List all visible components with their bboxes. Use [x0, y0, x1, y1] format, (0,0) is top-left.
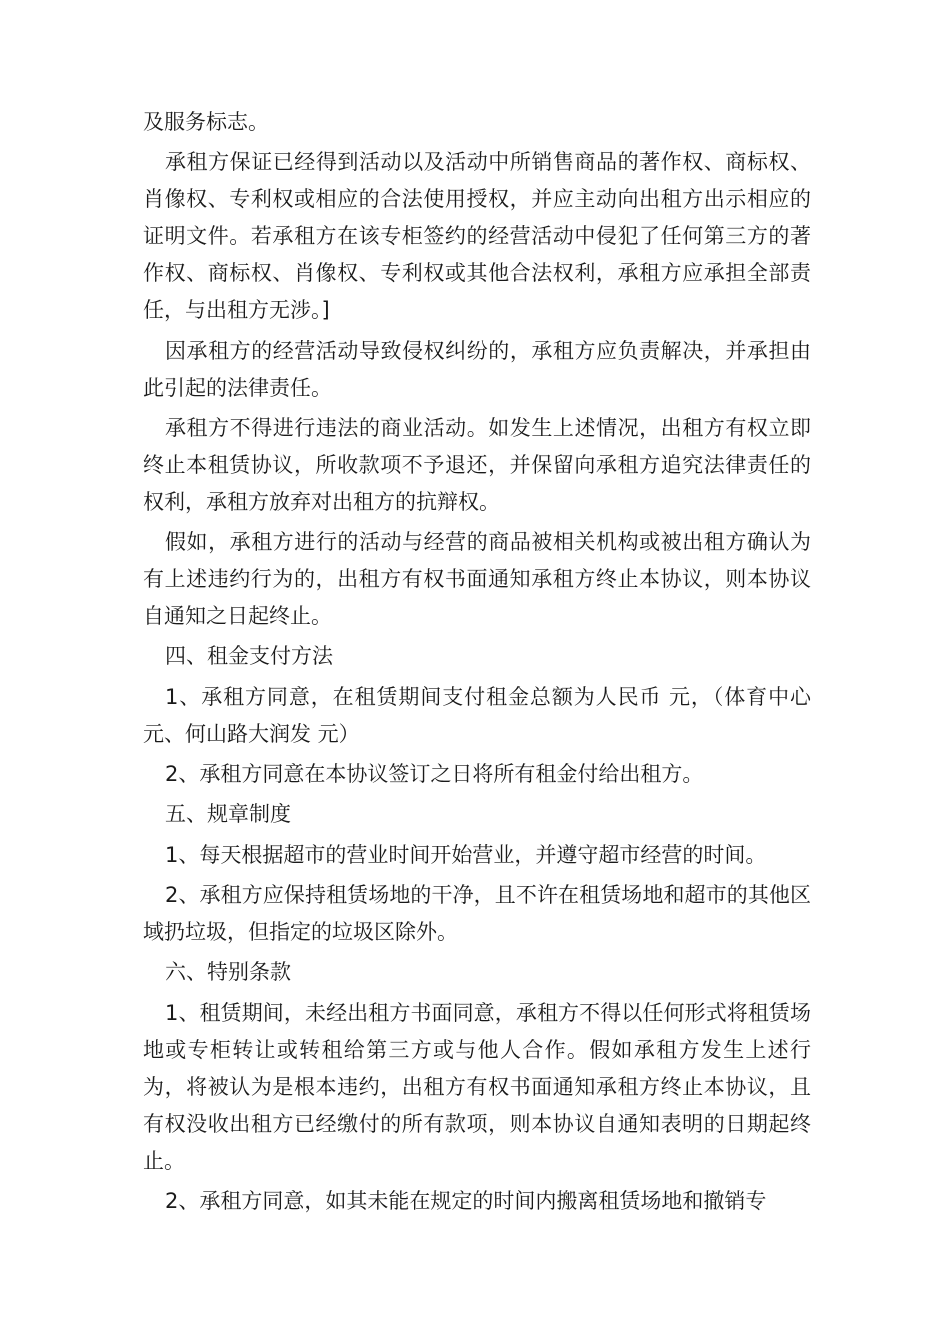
clause-rent-payment-date: 2、承租方同意在本协议签订之日将所有租金付给出租方。: [165, 762, 704, 787]
clause-rent-total: 1、承租方同意，在租赁期间支付租金总额为人民币 元，（体育中心 元、何山路大润发 元）: [143, 684, 811, 746]
clause-no-sublease: 1、租赁期间，未经出租方书面同意，承租方不得以任何形式将租赁场地或专柜转让或转租给第三方或与他人合作。假如承租方发生上述行为，将被认为是根本违约，出租方有权书面通知承租方终止本协议，且有权没收出租方已经缴付的所有款项，则本协议自通知表明的日期起终止。: [143, 1000, 811, 1173]
paragraph-ip-guarantee: 承租方保证已经得到活动以及活动中所销售商品的著作权、商标权、肖像权、专利权或相应的合法使用授权，并应主动向出租方出示相应的证明文件。若承租方在该专柜签约的经营活动中侵犯了任何第三方的著作权、商标权、肖像权、专利权或其他合法权利，承租方应承担全部责任，与出租方无涉。]: [143, 150, 811, 323]
section-heading-regulations: 五、规章制度: [165, 802, 291, 827]
paragraph-illegal-activity: 承租方不得进行违法的商业活动。如发生上述情况，出租方有权立即终止本租赁协议，所收款项不予退还，并保留向承租方追究法律责任的权利，承租方放弃对出租方的抗辩权。: [143, 415, 811, 514]
paragraph-infringement-dispute: 因承租方的经营活动导致侵权纠纷的，承租方应负责解决，并承担由此引起的法律责任。: [143, 338, 811, 400]
paragraph-continuation: 及服务标志。: [143, 110, 269, 134]
section-heading-special-terms: 六、特别条款: [165, 960, 291, 985]
clause-business-hours: 1、每天根据超市的营业时间开始营业，并遵守超市经营的时间。: [165, 842, 767, 867]
document-body: [143, 104, 811, 1223]
paragraph-termination-notice: 假如，承租方进行的活动与经营的商品被相关机构或被出租方确认为有上述违约行为的，出租方有权书面通知承租方终止本协议，则本协议自通知之日起终止。: [143, 530, 811, 629]
clause-vacate-premises: 2、承租方同意，如其未能在规定的时间内搬离租赁场地和撤销专: [165, 1188, 767, 1213]
clause-cleanliness: 2、承租方应保持租赁场地的干净，且不许在租赁场地和超市的其他区域扔垃圾，但指定的垃圾区除外。: [143, 882, 811, 944]
section-heading-rent-payment: 四、租金支付方法: [165, 644, 333, 669]
